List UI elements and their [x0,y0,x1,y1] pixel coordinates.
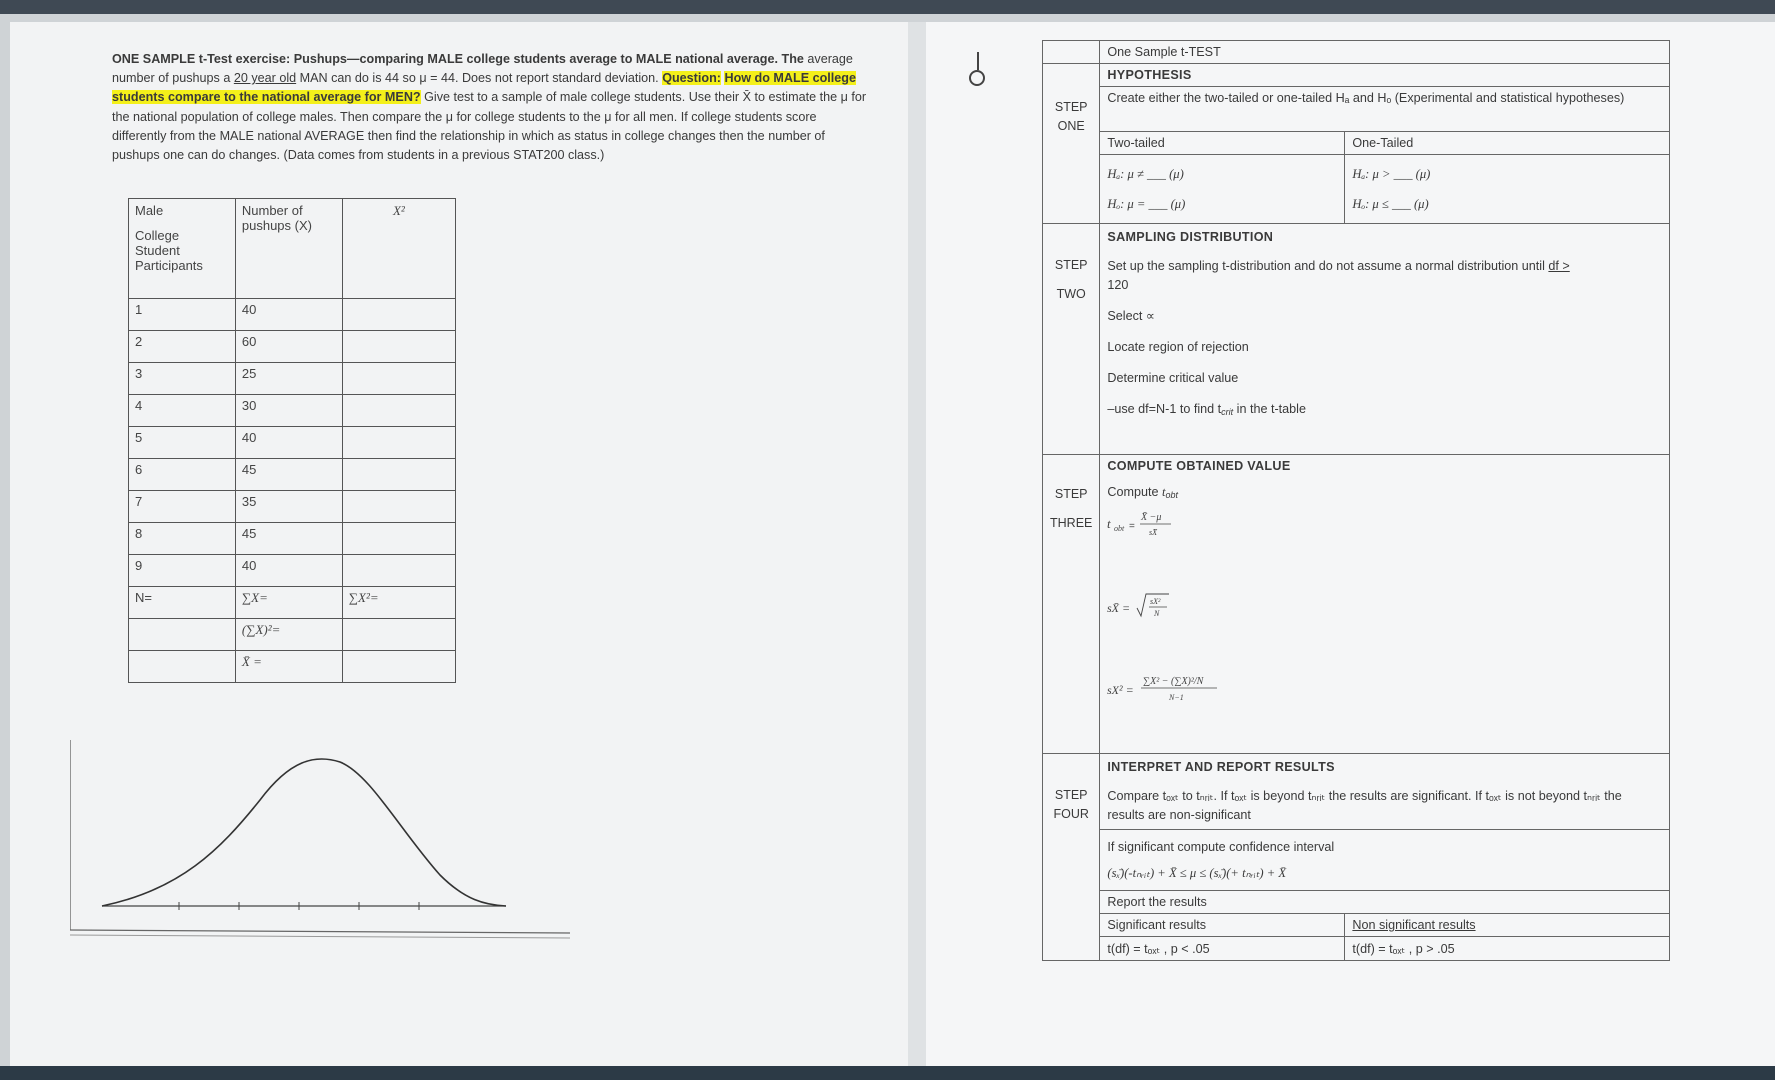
step-two-row [1043,224,1670,455]
results-header-row [1043,914,1670,937]
col-pushups-header [235,199,342,299]
mean-row [129,651,456,683]
sampling-distribution-section [1100,224,1670,455]
x-squared-cell[interactable] [342,459,455,491]
significant-results-header: Significant results [1100,914,1345,937]
header-line: Participants [135,258,203,273]
nonsignificant-results-header: Non significant results [1345,914,1670,937]
x-squared-cell[interactable] [342,555,455,587]
step-number: ONE [1057,119,1085,133]
table-row [129,395,456,427]
region-of-rejection: Locate region of rejection [1107,340,1249,354]
intro-line2a: average number of pushups a [112,52,853,86]
confidence-interval-section [1100,830,1670,891]
df-120: 120 [1107,278,1129,292]
x-squared-cell[interactable] [342,299,455,331]
t-table-text: in the t-table [1236,402,1306,416]
formula-graphics [1107,504,1327,734]
sum-x-quantity-squared-label: (∑X)²= [235,619,342,651]
sqrt-numerator: sX² [1150,597,1161,606]
tobt-formula-sub: obt [1114,524,1125,533]
t-symbol: t [1161,485,1166,499]
significant-format: t(df) = tₒₓₜ , p < .05 [1100,937,1345,961]
x-squared-cell[interactable] [342,363,455,395]
header-line: Number of [241,203,303,218]
obt-subscript: obt [1165,490,1178,500]
one-tailed-ha: Hₐ: μ > ___ (μ) [1352,167,1431,181]
ci-instruction: If significant compute confidence interval [1107,840,1335,854]
step-one-label [1043,64,1100,224]
totals-row [129,587,456,619]
taskbar [0,1066,1775,1080]
step-word: STEP [1054,258,1088,272]
step-word: STEP [1054,788,1088,802]
table-row [129,459,456,491]
step-word: STEP [1054,100,1088,114]
compute-line [1107,485,1662,500]
one-tailed-hypotheses[interactable] [1345,155,1670,224]
participant-id: 5 [129,427,236,459]
participant-id: 7 [129,491,236,523]
one-tailed-ho: Hₒ: μ ≤ ___ (μ) [1352,197,1429,211]
participant-id: 1 [129,299,236,331]
two-tailed-header: Two-tailed [1100,132,1345,155]
compute-heading: COMPUTE OBTAINED VALUE [1107,459,1291,473]
x-squared-cell[interactable] [342,523,455,555]
sampling-heading: SAMPLING DISTRIBUTION [1107,230,1274,244]
top-bar [0,0,1775,14]
report-row [1043,891,1670,914]
normal-distribution-curve [70,740,580,940]
table-title: One Sample t-TEST [1100,41,1670,64]
header-line: pushups (X) [241,218,312,233]
interpret-section [1100,754,1670,830]
table-row [129,555,456,587]
nonsignificant-format: t(df) = tₒₓₜ , p > .05 [1345,937,1670,961]
step-number: THREE [1050,516,1093,530]
step-one-text-row [1043,87,1670,132]
table-row [129,523,456,555]
step-word: STEP [1054,487,1088,501]
results-format-row [1043,937,1670,961]
variance-numerator: ∑X² − (∑X)²/N [1143,676,1204,687]
participant-id: 6 [129,459,236,491]
x-squared-cell[interactable] [342,331,455,363]
step-number: TWO [1056,287,1086,301]
x-squared-cell[interactable] [342,427,455,459]
compute-section [1100,455,1670,754]
participant-id: 8 [129,523,236,555]
step-four-section-row [1043,754,1670,830]
report-results: Report the results [1100,891,1670,914]
pushups-value: 40 [235,427,342,459]
compare-instructions: Compare tₒₓₜ to tₙᵣᵢₜ. If tₒₓₜ is beyond tₙᵣᵢₜ the results are significant. If tₒₓₜ is not beyond tₙᵣᵢₜ the results are non-significant [1107,789,1622,822]
pushups-value: 25 [235,363,342,395]
binder-ring-icon [969,70,985,86]
ci-formula: (sₓ̄)(-tₙᵣᵢₜ) + X̄ ≤ μ ≤ (sₓ̄)(+ tₙᵣᵢₜ) + X̄ [1107,866,1287,880]
pushups-value: 40 [235,299,342,331]
variance-denominator: N−1 [1169,693,1185,702]
tobt-numerator: X̄ −μ [1141,512,1162,523]
col-x-squared-header: X² [342,199,455,299]
table-row [129,427,456,459]
table-row [129,363,456,395]
col-participants-header [129,199,236,299]
tobt-formula-lhs: t [1107,516,1111,531]
mean-label: X̄ = [235,651,342,683]
critical-value: Determine critical value [1107,371,1239,385]
exercise-title-the: The [781,52,804,66]
sum-squared-row [129,619,456,651]
chart-baseline [70,930,570,933]
table-row [129,299,456,331]
hypothesis-heading: HYPOTHESIS [1100,64,1670,87]
table-row [129,331,456,363]
sampling-instructions [1107,257,1662,276]
question-text: How do MALE college students compare to the national average for MEN? [112,71,857,105]
n-label: N= [129,587,236,619]
pushups-value: 35 [235,491,342,523]
compute-text: Compute [1107,485,1159,499]
exercise-title: ONE SAMPLE t-Test exercise: Pushups—comparing MALE college students average to MALE national average. [112,52,778,66]
df-threshold: df > [1548,259,1570,273]
bell-curve [102,759,506,906]
two-tailed-ho: Hₒ: μ = ___ (μ) [1107,197,1186,211]
participant-id: 9 [129,555,236,587]
step-one-section-row [1043,64,1670,87]
question-label: Question: [662,71,721,86]
intro-line2b: MAN can do is 44 so μ = 44. Does not report standard deviation. [299,71,659,86]
table-header-row [129,199,456,299]
pushups-value: 30 [235,395,342,427]
equals-sign: = [1129,521,1136,532]
step-number: FOUR [1053,807,1089,821]
sum-x-squared-label: ∑X²= [342,587,455,619]
page-gutter [908,22,926,1070]
title-row [1043,41,1670,64]
binder-ring-stem [977,52,979,70]
sxbar-lhs: sX̄ = [1107,601,1131,615]
participant-id: 2 [129,331,236,363]
hypotheses-row [1043,155,1670,224]
step-three-row [1043,455,1670,754]
select-alpha: Select ∝ [1107,309,1155,323]
sqrt-denominator: N [1154,609,1160,618]
header-line: Male [135,203,164,218]
pushups-value: 40 [235,555,342,587]
step-three-label [1043,455,1100,754]
intro-age: 20 year old [233,71,297,86]
blank-step-cell [1043,41,1100,64]
one-sample-t-test-steps [1042,40,1670,961]
x-squared-cell[interactable] [342,395,455,427]
empty-cell[interactable] [342,619,455,651]
crit-subscript: crit [1221,407,1234,417]
participant-id: 3 [129,363,236,395]
tail-header-row [1043,132,1670,155]
variance-lhs: sX² = [1107,683,1135,697]
participant-id: 4 [129,395,236,427]
header-line: College [135,228,180,243]
step-four-label [1043,754,1100,961]
interpret-heading: INTERPRET AND REPORT RESULTS [1107,760,1335,774]
pushups-value: 45 [235,523,342,555]
empty-cell[interactable] [342,651,455,683]
df-instruction [1107,400,1662,422]
pushups-data-table [128,198,456,683]
tobt-denominator: sX̄ [1149,528,1158,537]
two-tailed-ha: Hₐ: μ ≠ ___ (μ) [1107,167,1184,181]
chart-baseline-shadow [70,935,570,938]
pushups-value: 45 [235,459,342,491]
step-two-label [1043,224,1100,455]
hypothesis-instructions: Create either the two-tailed or one-tailed Hₐ and Hₒ (Experimental and statistical hypotheses) [1100,87,1670,132]
intro-rest: Give test to a sample of male college students. Use their X̄ to estimate the μ for the national population of college males. Then compare the μ for college students to the μ for all men. If college students score differently from the MALE national AVERAGE then find the relationship in which as status in college changes then the number of pushups one can do changes. (Data comes from students in a previous STAT200 class.) [112,90,867,163]
x-squared-cell[interactable] [342,491,455,523]
table-row [129,491,456,523]
empty-cell [129,619,236,651]
header-line: Student [135,243,180,258]
sum-x-label: ∑X= [235,587,342,619]
sampling-text: Set up the sampling t-distribution and do not assume a normal distribution until [1107,259,1545,273]
pushups-value: 60 [235,331,342,363]
df-use-text: –use df=N-1 to find t [1107,402,1222,416]
ci-row [1043,830,1670,891]
empty-cell [129,651,236,683]
exercise-instructions [112,50,872,165]
one-tailed-header: One-Tailed [1345,132,1670,155]
two-tailed-hypotheses[interactable] [1100,155,1345,224]
